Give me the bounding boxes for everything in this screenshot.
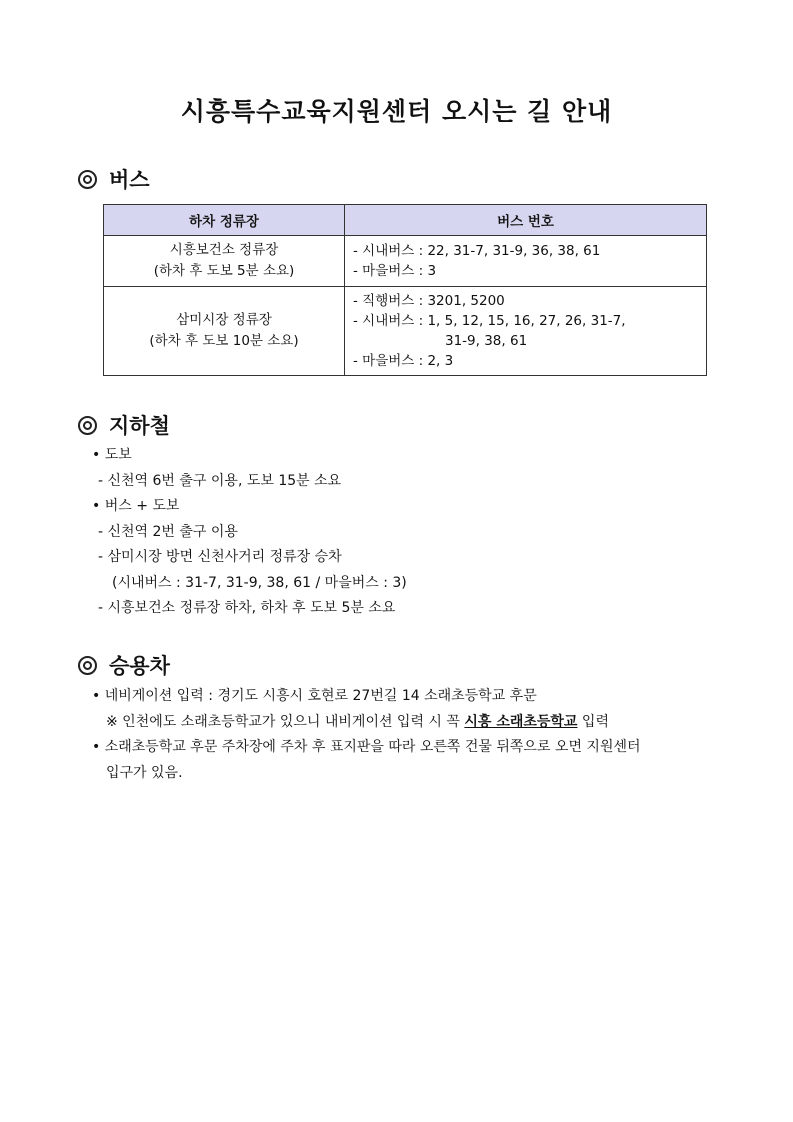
list-item: • 버스 + 도보 bbox=[92, 498, 180, 514]
subway-list bbox=[92, 443, 407, 622]
table-row bbox=[104, 287, 707, 376]
car-heading-text: 승용차 bbox=[109, 654, 170, 678]
bus-table bbox=[103, 204, 707, 376]
bus-line: - 시내버스 : 1, 5, 12, 15, 16, 27, 26, 31-7, bbox=[353, 313, 626, 329]
bus-line: - 마을버스 : 3 bbox=[353, 263, 437, 279]
car-list bbox=[92, 684, 641, 786]
bus-line: - 마을버스 : 2, 3 bbox=[353, 353, 454, 369]
subway-section-heading bbox=[78, 410, 170, 440]
stop-cell bbox=[104, 287, 345, 376]
list-item: - 신천역 2번 출구 이용 bbox=[98, 523, 238, 540]
list-item: • 네비게이션 입력 : 경기도 시흥시 호현로 27번길 14 소래초등학교 후문 bbox=[92, 688, 537, 704]
list-item: - 신천역 6번 출구 이용, 도보 15분 소요 bbox=[98, 472, 342, 489]
stop-note: (하차 후 도보 5분 소요) bbox=[153, 263, 295, 279]
bus-heading-text: 버스 bbox=[109, 168, 150, 192]
bullseye-icon bbox=[78, 416, 97, 435]
bus-line: - 직행버스 : 3201, 5200 bbox=[353, 293, 505, 309]
bus-number-cell bbox=[345, 287, 707, 376]
bullseye-icon bbox=[78, 656, 97, 675]
col-number-header: 버스 번호 bbox=[345, 205, 707, 236]
stop-name: 삼미시장 정류장 bbox=[176, 312, 272, 328]
note-text-end: 입력 bbox=[581, 713, 609, 730]
bus-number-cell bbox=[345, 236, 707, 287]
stop-name: 시흥보건소 정류장 bbox=[169, 242, 279, 258]
table-row bbox=[104, 236, 707, 287]
bus-table-header bbox=[104, 205, 707, 236]
bus-line: 31-9, 38, 61 bbox=[445, 333, 528, 349]
stop-cell bbox=[104, 236, 345, 287]
list-item bbox=[92, 710, 641, 736]
bus-section-heading bbox=[78, 164, 150, 194]
list-item: 입구가 있음. bbox=[106, 764, 183, 781]
subway-heading-text: 지하철 bbox=[109, 414, 170, 438]
list-item: • 도보 bbox=[92, 447, 132, 463]
list-item: • 소래초등학교 후문 주차장에 주차 후 표지판을 따라 오른쪽 건물 뒤쪽으로 오면 지원센터 bbox=[92, 739, 641, 755]
list-item: - 삼미시장 방면 신천사거리 정류장 승차 bbox=[98, 549, 342, 565]
bullseye-icon bbox=[78, 170, 97, 189]
stop-note: (하차 후 도보 10분 소요) bbox=[149, 333, 299, 349]
bus-line: - 시내버스 : 22, 31-7, 31-9, 36, 38, 61 bbox=[353, 243, 601, 259]
list-item: - 시흥보건소 정류장 하차, 하차 후 도보 5분 소요 bbox=[98, 600, 396, 616]
page-title: 시흥특수교육지원센터 오시는 길 안내 bbox=[180, 97, 613, 126]
list-item: (시내버스 : 31-7, 31-9, 38, 61 / 마을버스 : 3) bbox=[112, 574, 407, 591]
note-text: ※ 인천에도 소래초등학교가 있으니 내비게이션 입력 시 꼭 bbox=[106, 713, 460, 730]
car-section-heading bbox=[78, 650, 170, 680]
emphasis-text: 시흥 소래초등학교 bbox=[464, 713, 578, 730]
col-stop-header: 하차 정류장 bbox=[104, 205, 345, 236]
